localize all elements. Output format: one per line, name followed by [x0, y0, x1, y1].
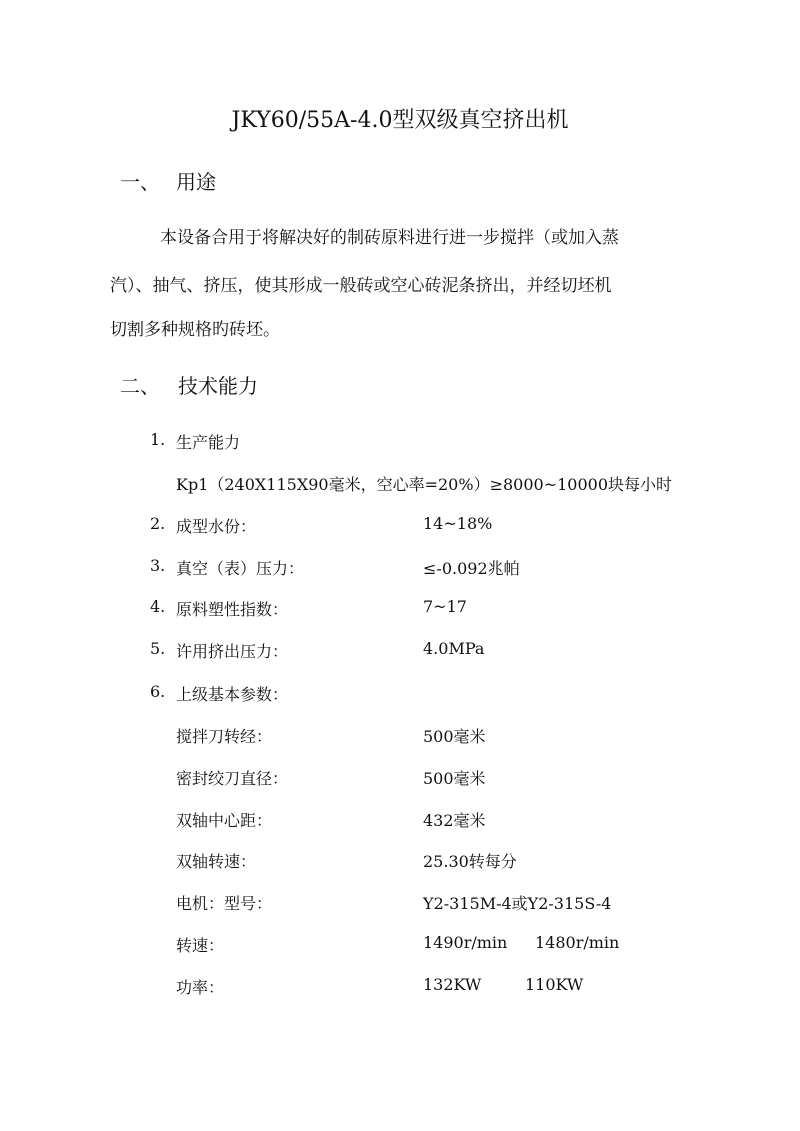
param-value-2: 110KW: [525, 975, 584, 994]
item-label: 成型水份：: [176, 517, 257, 536]
item-label: 生产能力: [176, 433, 241, 452]
param-label: 转速：: [176, 936, 225, 955]
item-number: 1.: [150, 430, 166, 449]
param-value-2: 1480r/min: [535, 933, 620, 952]
section-2-heading: 技术能力: [178, 374, 258, 398]
param-label: 电机：型号：: [176, 894, 273, 913]
item-label: 许用挤出压力：: [176, 642, 289, 661]
section-1-heading: 用途: [176, 170, 216, 194]
param-value: 500毫米: [423, 727, 486, 746]
item-label: 上级基本参数：: [176, 685, 289, 704]
item-number: 4.: [150, 597, 166, 616]
paragraph-line-1: 本设备合用于将解决好的制砖原料进行进一步搅拌（或加入蒸: [160, 228, 619, 248]
param-value: 132KW: [423, 975, 482, 994]
param-value: 1490r/min: [423, 933, 508, 952]
item-number: 6.: [150, 682, 166, 701]
item-number: 3.: [150, 556, 166, 575]
param-label: 密封绞刀直径：: [176, 769, 289, 788]
param-label: 功率：: [176, 978, 225, 997]
paragraph-line-3: 切割多种规格旳砖坯。: [110, 320, 280, 340]
document-title: JKY60/55A-4.0型双级真空挤出机: [231, 108, 569, 133]
paragraph-line-2: 汽）、抽气、挤压，使其形成一般砖或空心砖泥条挤出，并经切坯机: [110, 276, 612, 296]
item-label: 原料塑性指数：: [176, 600, 289, 619]
item-number: 2.: [150, 514, 166, 533]
section-2-number: 二、: [120, 374, 160, 398]
param-label: 双轴转速：: [176, 852, 257, 871]
param-label: 双轴中心距：: [176, 811, 273, 830]
item-value: 14~18%: [423, 514, 493, 533]
capacity-line: Kp1（240X115X90毫米，空心率=20%）≥8000~10000块每小时: [176, 475, 672, 494]
item-value: ≤-0.092兆帕: [423, 559, 520, 578]
param-value: 500毫米: [423, 769, 486, 788]
param-label: 搅拌刀转经：: [176, 727, 273, 746]
item-number: 5.: [150, 639, 166, 658]
param-value: 25.30转每分: [423, 852, 517, 871]
item-label: 真空（表）压力：: [176, 559, 305, 578]
item-value: 4.0MPa: [423, 639, 485, 658]
param-value: Y2-315M-4或Y2-315S-4: [423, 894, 612, 913]
section-1-number: 一、: [120, 170, 160, 194]
item-value: 7~17: [423, 597, 467, 616]
param-value: 432毫米: [423, 811, 486, 830]
